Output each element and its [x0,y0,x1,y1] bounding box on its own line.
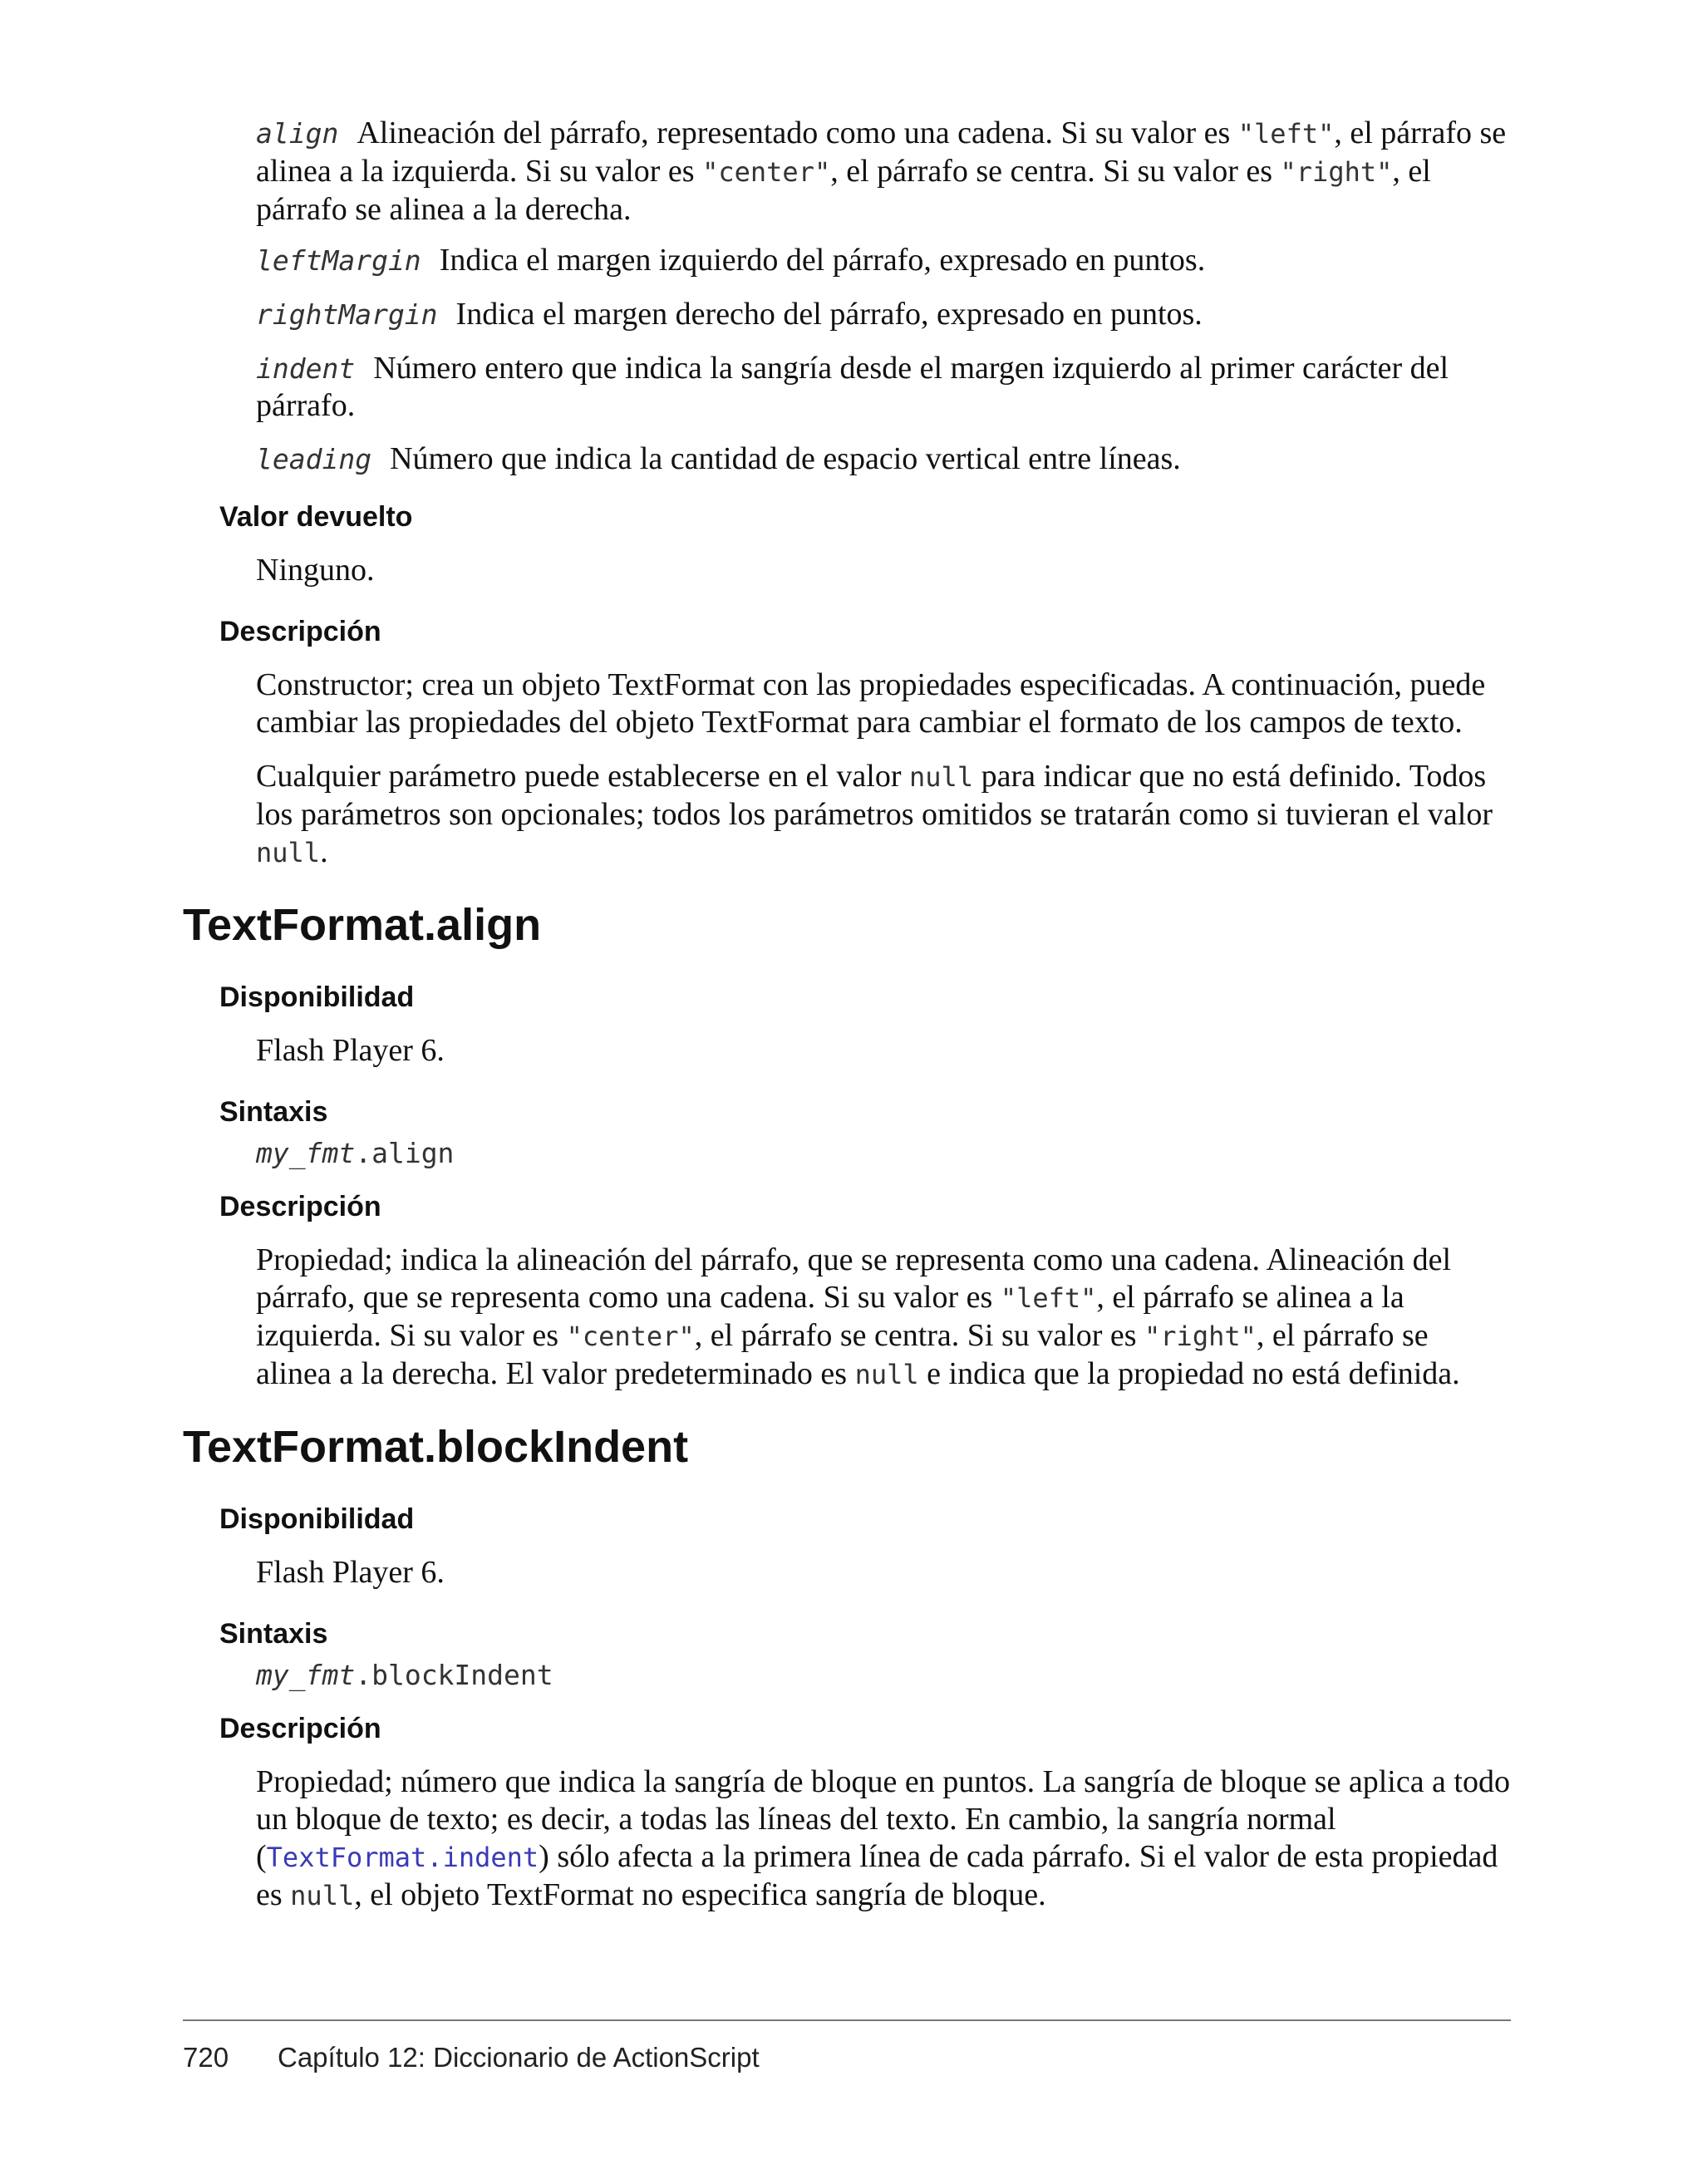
description-heading: Descripción [219,1713,381,1744]
section-title-align: TextFormat.align [183,900,542,950]
param-name: leftMargin [256,244,421,277]
syntax-heading: Sintaxis [219,1096,328,1128]
section-title-blockindent: TextFormat.blockIndent [183,1422,689,1472]
param-leading: leading Número que indica la cantidad de espacio vertical entre líneas. [256,441,1181,476]
blockindent-description: Propiedad; número que indica la sangría de bloque en puntos. La sangría de bloque se aplica a todo un bloque de texto; es decir, a todas las líneas del texto. En cambio, la sangría normal (TextFormat.indent) sólo afecta a la primera línea de cada párrafo. Si el valor de esta propiedad es null, el objeto TextFormat no especifica sangría de bloque. [256,1764,1510,1912]
availability-text: Flash Player 6. [256,1033,445,1068]
return-heading: Valor devuelto [219,501,413,533]
syntax-code: my_fmt.align [256,1137,455,1169]
param-name: rightMargin [256,298,438,331]
param-indent: indent Número entero que indica la sangría desde el margen izquierdo al primer carácter del párrafo. [256,351,1449,423]
description-heading: Descripción [219,1191,381,1222]
chapter-title: Capítulo 12: Diccionario de ActionScript [278,2042,760,2073]
constructor-description-2: Cualquier parámetro puede establecerse en el valor null para indicar que no está definido. Todos los parámetros son opcionales; todos los parámetros omitidos se tratarán como si tuvieran el valor null. [256,759,1493,869]
param-name: leading [256,443,372,475]
availability-text: Flash Player 6. [256,1555,445,1590]
param-rightmargin: rightMargin Indica el margen derecho del párrafo, expresado en puntos. [256,297,1203,332]
align-description: Propiedad; indica la alineación del párrafo, que se representa como una cadena. Alineación del párrafo, que se representa como una cadena. Si su valor es "left", el párrafo se alinea a la izquierda. Si su valor es "center", el párrafo se centra. Si su valor es "right", el párrafo se alinea a la derecha. El valor predeterminado es null e indica que la propiedad no está definida. [256,1242,1460,1391]
constructor-description: Constructor; crea un objeto TextFormat con las propiedades especificadas. A continuación, puede cambiar las propiedades del objeto TextFormat para cambiar el formato de los campos de texto. [256,667,1486,740]
textformat-indent-link[interactable]: TextFormat.indent [266,1842,539,1873]
footer-divider [183,2019,1511,2021]
return-text: Ninguno. [256,553,375,588]
page-number: 720 [183,2042,229,2073]
availability-heading: Disponibilidad [219,1503,415,1535]
param-name: align [256,117,339,150]
description-heading: Descripción [219,616,381,647]
param-name: indent [256,352,356,385]
syntax-code: my_fmt.blockIndent [256,1659,553,1691]
param-align: align Alineación del párrafo, representado como una cadena. Si su valor es "left", el párrafo se alinea a la izquierda. Si su valor es "center", el párrafo se centra. Si su valor es "right", el párrafo se alinea a la derecha. [256,116,1507,227]
param-leftmargin: leftMargin Indica el margen izquierdo del párrafo, expresado en puntos. [256,243,1206,278]
availability-heading: Disponibilidad [219,981,415,1013]
syntax-heading: Sintaxis [219,1618,328,1650]
